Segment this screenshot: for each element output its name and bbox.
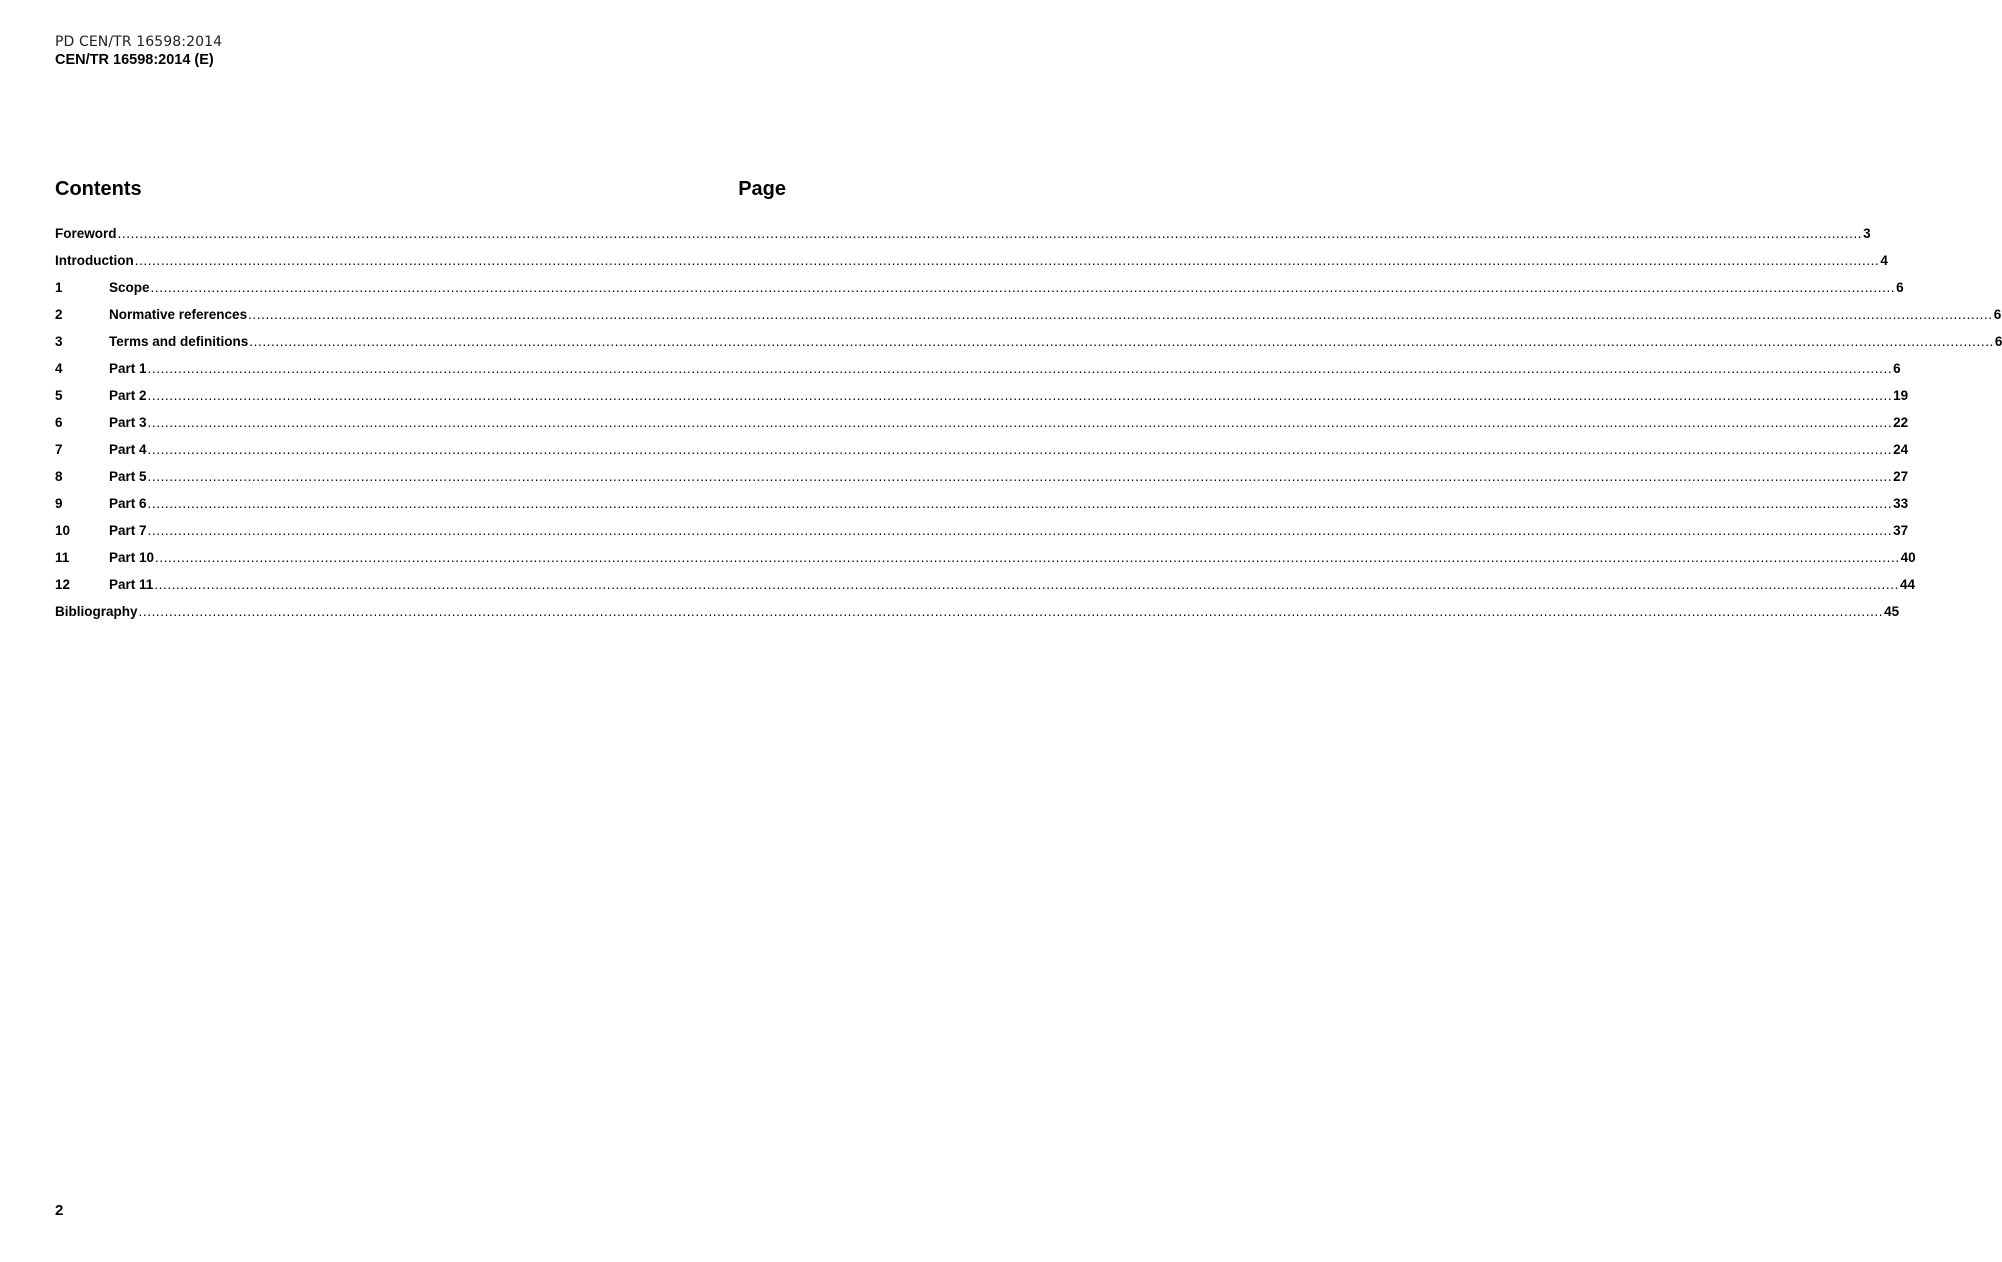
toc-entry-page: 24 [1893,442,1909,457]
toc-entry-title: Normative references [109,307,248,322]
toc-entry-number: 9 [55,496,63,511]
toc-entry-page: 6 [1893,361,1901,376]
toc-entry-page: 44 [1899,577,1915,592]
toc-entry-title: Bibliography [55,604,138,619]
toc-entry-page: 37 [1893,523,1909,538]
document-id-header: PD CEN/TR 16598:2014 [55,34,223,50]
toc-entry-page: 22 [1893,415,1909,430]
toc-entry-title: Terms and definitions [109,334,249,349]
contents-heading: Contents [55,178,142,200]
toc-entry-page: 19 [1893,388,1909,403]
toc-entry-number: 6 [55,415,63,430]
toc-entry-title: Part 5 [109,469,147,484]
toc-leader-dots: ................................................................................................................................................................................................................................................................................................................................................................................................................. [134,253,1880,268]
document-id-subheader: CEN/TR 16598:2014 (E) [55,52,214,68]
toc-entry-number: 12 [55,577,71,592]
toc-leader-dots: ................................................................................................................................................................................................................................................................................................................................................................................................................. [138,604,1884,619]
toc-entry-title: Part 3 [109,415,147,430]
toc-entry-page: 40 [1900,550,1916,565]
toc-entry-page: 33 [1893,496,1909,511]
toc-entry[interactable] [55,604,1900,631]
toc-entry-title: Scope [109,280,150,295]
toc-entry[interactable] [55,415,1909,442]
toc-entry[interactable] [55,523,1909,550]
toc-leader-dots: ................................................................................................................................................................................................................................................................................................................................................................................................................. [147,388,1893,403]
toc-entry-title: Part 4 [109,442,147,457]
toc-entry-number: 7 [55,442,63,457]
toc-entry-number: 3 [55,334,63,349]
toc-entry-number: 1 [55,280,63,295]
toc-leader-dots: ................................................................................................................................................................................................................................................................................................................................................................................................................. [154,577,1899,592]
toc-leader-dots: ................................................................................................................................................................................................................................................................................................................................................................................................................. [147,469,1893,484]
toc-entry-title: Part 10 [109,550,155,565]
toc-entry-title: Part 2 [109,388,147,403]
toc-leader-dots: ................................................................................................................................................................................................................................................................................................................................................................................................................. [147,415,1893,430]
toc-entry-title: Introduction [55,253,134,268]
toc-entry-number: 2 [55,307,63,322]
toc-entry[interactable] [55,226,1871,253]
toc-entry-title: Part 6 [109,496,147,511]
toc-entry-number: 5 [55,388,63,403]
toc-entry[interactable] [55,307,2002,334]
toc-entry[interactable] [55,550,1916,577]
toc-leader-dots: ................................................................................................................................................................................................................................................................................................................................................................................................................. [248,307,1993,322]
toc-entry-number: 4 [55,361,63,376]
page-column-heading: Page [738,178,786,200]
toc-entry-page: 6 [1993,307,2002,322]
toc-leader-dots: ................................................................................................................................................................................................................................................................................................................................................................................................................. [117,226,1863,241]
toc-entry-title: Part 1 [109,361,147,376]
toc-leader-dots: ................................................................................................................................................................................................................................................................................................................................................................................................................. [147,361,1893,376]
toc-entry-number: 10 [55,523,71,538]
toc-leader-dots: ................................................................................................................................................................................................................................................................................................................................................................................................................. [147,442,1893,457]
toc-entry-page: 4 [1880,253,1888,268]
table-of-contents [55,226,2002,631]
toc-entry-page: 45 [1884,604,1900,619]
toc-entry[interactable] [55,334,2002,361]
toc-entry-title: Part 11 [109,577,154,592]
toc-leader-dots: ................................................................................................................................................................................................................................................................................................................................................................................................................. [249,334,1994,349]
toc-entry[interactable] [55,361,1901,388]
toc-leader-dots: ................................................................................................................................................................................................................................................................................................................................................................................................................. [147,523,1893,538]
toc-entry-page: 27 [1893,469,1909,484]
toc-leader-dots: ................................................................................................................................................................................................................................................................................................................................................................................................................. [147,496,1893,511]
toc-entry[interactable] [55,442,1909,469]
toc-entry-page: 3 [1863,226,1871,241]
toc-entry[interactable] [55,253,1888,280]
toc-entry[interactable] [55,280,1904,307]
toc-entry[interactable] [55,496,1909,523]
toc-leader-dots: ................................................................................................................................................................................................................................................................................................................................................................................................................. [155,550,1900,565]
toc-entry[interactable] [55,577,1915,604]
toc-entry-number: 8 [55,469,63,484]
page-number: 2 [55,1202,64,1219]
toc-entry-page: 6 [1896,280,1904,295]
toc-entry-title: Foreword [55,226,117,241]
toc-entry-page: 6 [1994,334,2002,349]
toc-entry[interactable] [55,469,1909,496]
toc-entry[interactable] [55,388,1909,415]
toc-leader-dots: ................................................................................................................................................................................................................................................................................................................................................................................................................. [150,280,1896,295]
toc-entry-title: Part 7 [109,523,147,538]
toc-entry-number: 11 [55,550,70,565]
